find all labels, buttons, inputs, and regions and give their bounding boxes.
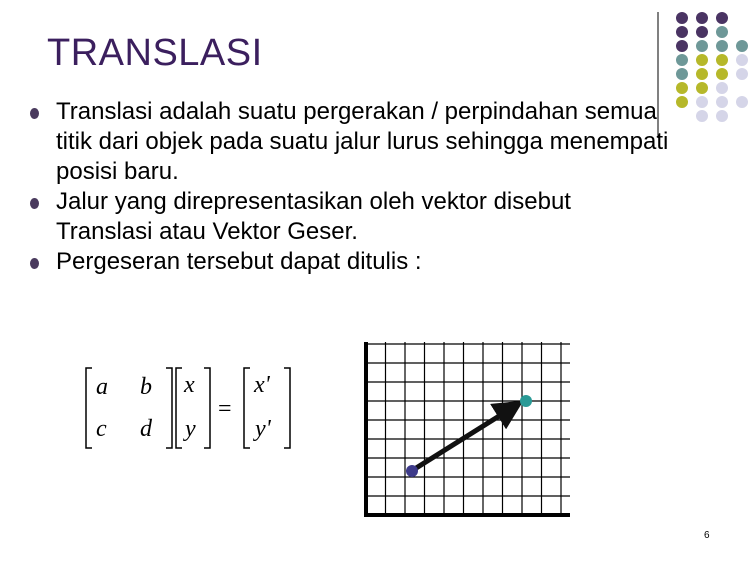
bullet-icon xyxy=(30,108,39,119)
bullet-icon xyxy=(30,258,39,269)
decorative-dot xyxy=(696,26,708,38)
matrix-c: c xyxy=(96,416,107,442)
vector-out-left-bracket xyxy=(244,368,250,448)
bullet-text: Translasi adalah suatu pergerakan / perpindahan semua titik dari objek pada suatu jalur lurus sehingga menempati posisi baru. xyxy=(56,98,669,185)
decorative-dot xyxy=(696,54,708,66)
decorative-dot xyxy=(716,40,728,52)
bullet-icon xyxy=(30,198,39,209)
decorative-dot xyxy=(736,68,748,80)
vector-in-right-bracket xyxy=(204,368,210,448)
vector-x: x xyxy=(184,372,195,398)
decorative-dot xyxy=(696,40,708,52)
decorative-dot xyxy=(676,26,688,38)
vector-y: y xyxy=(185,416,196,442)
slide-title: TRANSLASI xyxy=(47,32,263,74)
decorative-dot xyxy=(676,82,688,94)
matrix-equation xyxy=(84,366,294,452)
decorative-dot xyxy=(736,96,748,108)
decorative-dot xyxy=(716,12,728,24)
decorative-dot xyxy=(716,26,728,38)
vector-x-prime: x' xyxy=(254,372,270,398)
bullet-item xyxy=(30,97,670,187)
decorative-dot xyxy=(716,110,728,122)
decorative-dot xyxy=(696,96,708,108)
grid-lines xyxy=(366,342,570,515)
bullet-list xyxy=(30,97,670,277)
bullet-item xyxy=(30,247,670,277)
page-number: 6 xyxy=(704,530,710,541)
decorative-dot xyxy=(716,54,728,66)
vector-y-prime: y' xyxy=(255,416,271,442)
matrix-right-bracket xyxy=(166,368,172,448)
start-point xyxy=(406,465,418,477)
end-point xyxy=(520,395,532,407)
decorative-dot xyxy=(736,54,748,66)
bullet-text: Jalur yang direpresentasikan oleh vektor disebut Translasi atau Vektor Geser. xyxy=(56,188,571,245)
decorative-dot xyxy=(676,96,688,108)
decorative-dot xyxy=(676,40,688,52)
equals-sign: = xyxy=(218,396,232,422)
decorative-dot xyxy=(696,82,708,94)
matrix-b: b xyxy=(140,374,152,400)
decorative-dot xyxy=(716,96,728,108)
decorative-dot xyxy=(676,54,688,66)
decorative-dot xyxy=(676,12,688,24)
decorative-dot xyxy=(716,68,728,80)
vector-out-right-bracket xyxy=(284,368,290,448)
bullet-text: Pergeseran tersebut dapat ditulis : xyxy=(56,248,422,275)
decorative-dot xyxy=(716,82,728,94)
vector-in-left-bracket xyxy=(176,368,182,448)
decorative-dot xyxy=(696,110,708,122)
bullet-item xyxy=(30,187,670,247)
translation-grid xyxy=(355,340,575,520)
matrix-left-bracket xyxy=(86,368,92,448)
decorative-dot xyxy=(676,68,688,80)
matrix-a: a xyxy=(96,374,108,400)
matrix-d: d xyxy=(140,416,152,442)
decorative-dot xyxy=(696,68,708,80)
decorative-dot xyxy=(696,12,708,24)
decorative-dot xyxy=(736,40,748,52)
